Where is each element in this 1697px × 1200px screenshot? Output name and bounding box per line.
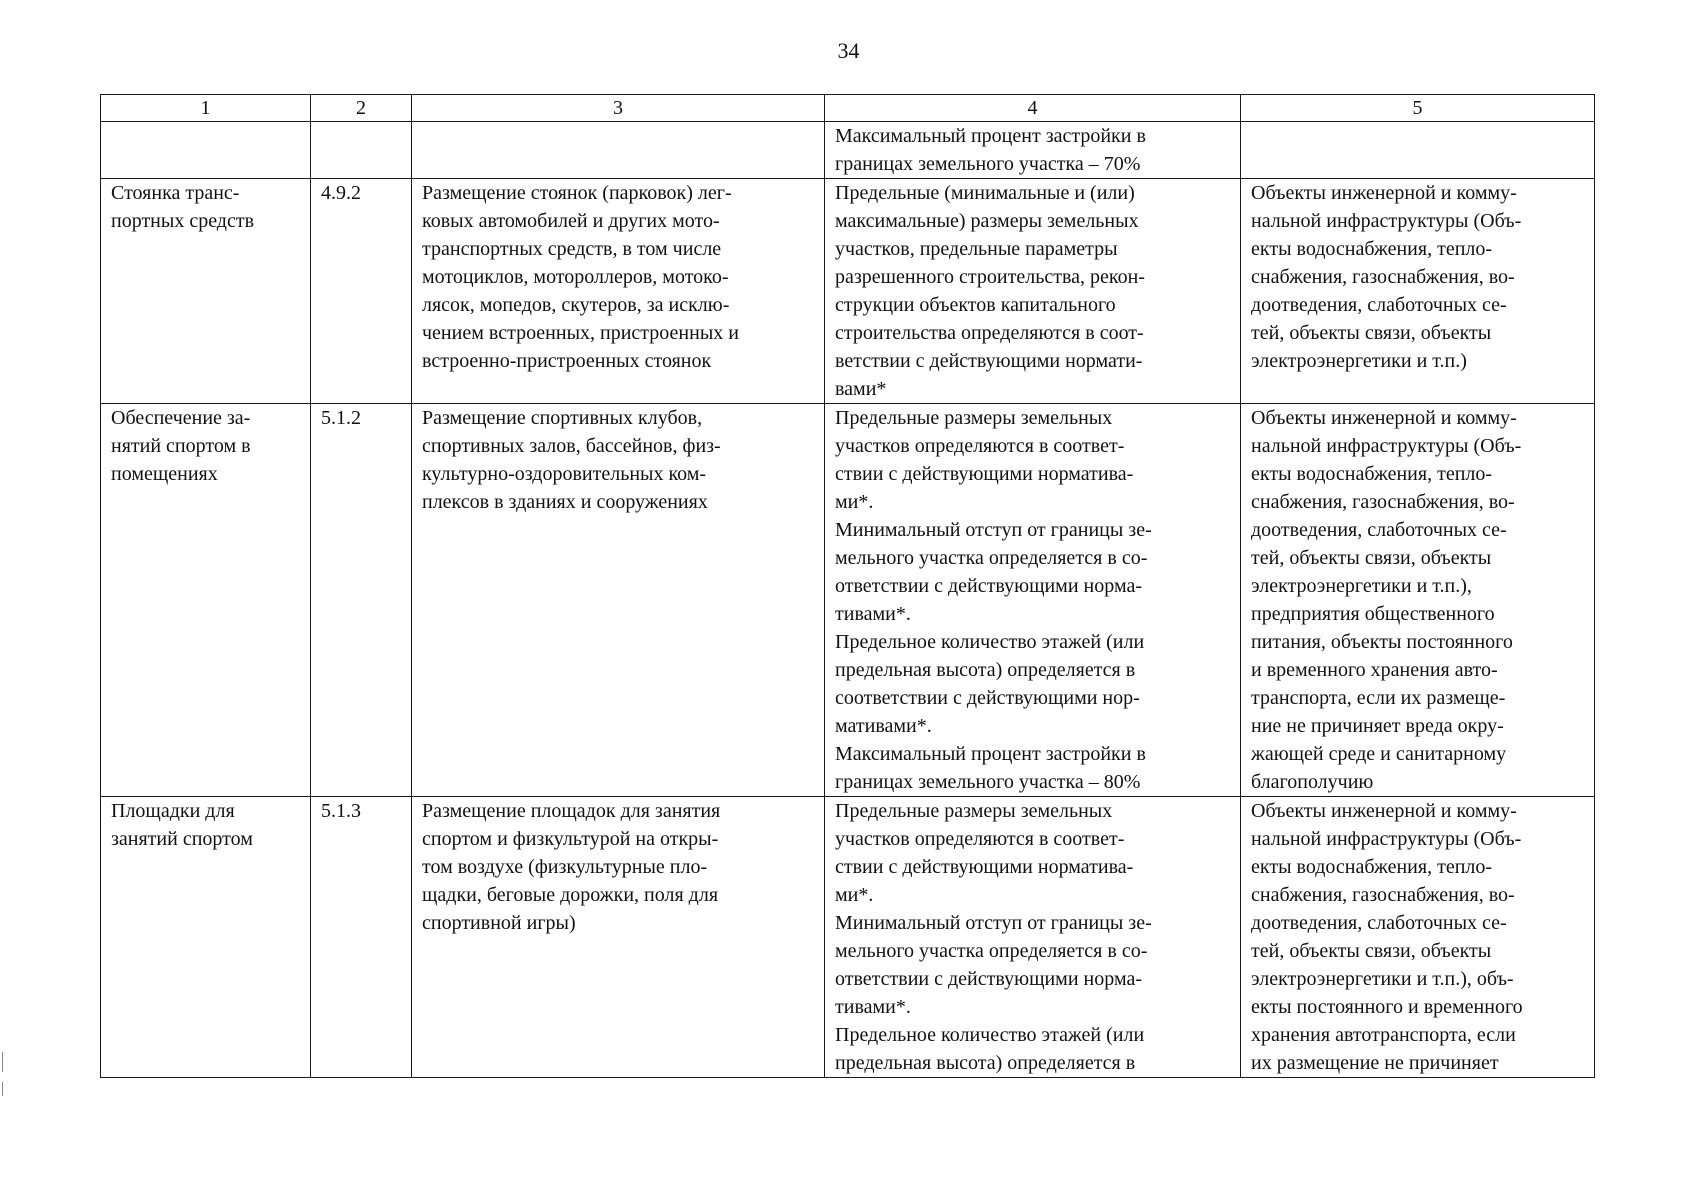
auxiliary-uses-cell: Объекты инженерной и комму- нальной инфраструктуры (Объ- екты водоснабжения, тепло- снабжения, газоснабжения, во- доотведения, слаботочных се- тей, объекты связи, объекты электроэнергетики и т.п.)	[1241, 179, 1595, 404]
use-code-cell: 4.9.2	[311, 179, 412, 404]
use-description-cell: Размещение площадок для занятия спортом и физкультурой на откры- том воздухе (физкультурные пло- щадки, беговые дорожки, поля для спортивной игры)	[412, 797, 825, 1078]
table-row	[101, 179, 1595, 404]
use-description-cell: Размещение спортивных клубов, спортивных залов, бассейнов, физ- культурно-оздоровительных ком- плексов в зданиях и сооружениях	[412, 404, 825, 797]
table-header-row	[101, 95, 1595, 122]
column-header-4: 4	[825, 95, 1241, 122]
page-number: 34	[837, 38, 860, 63]
column-header-3: 3	[412, 95, 825, 122]
auxiliary-uses-cell: Объекты инженерной и комму- нальной инфраструктуры (Объ- екты водоснабжения, тепло- снабжения, газоснабжения, во- доотведения, слаботочных се- тей, объекты связи, объекты электроэнергетики и т.п.), объ- екты постоянного и временного хранения автотранспорта, если их размещение не причиняет	[1241, 797, 1595, 1078]
use-description-cell: Размещение стоянок (парковок) лег- ковых автомобилей и других мото- транспортных средств, в том числе мотоциклов, мотороллеров, мотоко- лясок, мопедов, скутеров, за исклю- чением встроенных, пристроенных и встроенно-пристроенных стоянок	[412, 179, 825, 404]
use-description-cell	[412, 122, 825, 179]
use-code-cell: 5.1.2	[311, 404, 412, 797]
scan-margin-mark	[2, 1082, 3, 1096]
parameters-cell: Предельные (минимальные и (или) максимальные) размеры земельных участков, предельные параметры разрешенного строительства, рекон- струкции объектов капитального строительства определяются в соот- ветствии с действующими нормати- вами*	[825, 179, 1241, 404]
auxiliary-uses-cell: Объекты инженерной и комму- нальной инфраструктуры (Объ- екты водоснабжения, тепло- снабжения, газоснабжения, во- доотведения, слаботочных се- тей, объекты связи, объекты электроэнергетики и т.п.), предприятия общественного питания, объекты постоянного и временного хранения авто- транспорта, если их размеще- ние не причиняет вреда окру- жающей среде и санитарному благополучию	[1241, 404, 1595, 797]
use-name-cell	[101, 122, 311, 179]
table-row	[101, 122, 1595, 179]
column-header-5: 5	[1241, 95, 1595, 122]
scan-margin-mark	[2, 1052, 3, 1072]
use-name-cell: Площадки для занятий спортом	[101, 797, 311, 1078]
column-header-1: 1	[101, 95, 311, 122]
table-row	[101, 404, 1595, 797]
use-code-cell	[311, 122, 412, 179]
auxiliary-uses-cell	[1241, 122, 1595, 179]
table-row	[101, 797, 1595, 1078]
parameters-cell: Предельные размеры земельных участков определяются в соответ- ствии с действующими норматива- ми*. Минимальный отступ от границы зе- мельного участка определяется в со- ответствии с действующими норма- тивами*. Предельное количество этажей (или предельная высота) определяется в	[825, 797, 1241, 1078]
land-use-table	[100, 94, 1595, 1078]
parameters-cell: Предельные размеры земельных участков определяются в соответ- ствии с действующими норматива- ми*. Минимальный отступ от границы зе- мельного участка определяется в со- ответствии с действующими норма- тивами*. Предельное количество этажей (или предельная высота) определяется в соответствии с действующими нор- мативами*. Максимальный процент застройки в границах земельного участка – 80%	[825, 404, 1241, 797]
use-code-cell: 5.1.3	[311, 797, 412, 1078]
parameters-cell: Максимальный процент застройки в границах земельного участка – 70%	[825, 122, 1241, 179]
use-name-cell: Стоянка транс- портных средств	[101, 179, 311, 404]
column-header-2: 2	[311, 95, 412, 122]
use-name-cell: Обеспечение за- нятий спортом в помещениях	[101, 404, 311, 797]
